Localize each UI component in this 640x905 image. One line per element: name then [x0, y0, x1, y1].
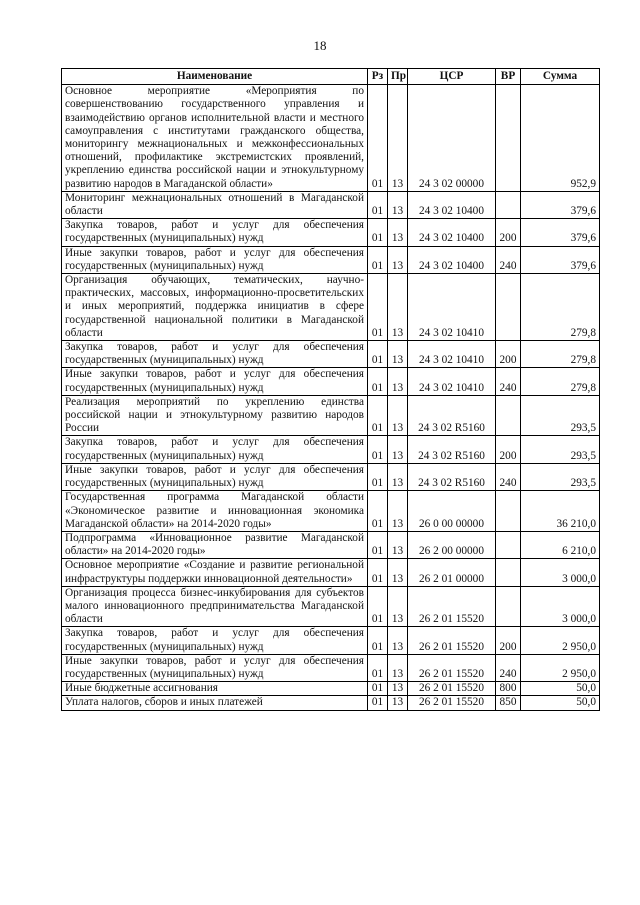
cell-name: Мониторинг межнациональных отношений в Магаданской области	[62, 191, 368, 218]
cell-name: Государственная программа Магаданской области «Экономическое развитие и инновационная экономика Магаданской области» на 2014-2020 годы»	[62, 491, 368, 532]
cell-pr: 13	[388, 274, 408, 341]
cell-rz: 01	[368, 274, 388, 341]
cell-csr: 26 2 01 15520	[408, 586, 496, 627]
table-row	[62, 696, 600, 710]
cell-name: Закупка товаров, работ и услуг для обеспечения государственных (муниципальных) нужд	[62, 627, 368, 654]
cell-pr: 13	[388, 463, 408, 490]
cell-vr: 240	[496, 246, 521, 273]
cell-vr	[496, 559, 521, 586]
cell-pr: 13	[388, 531, 408, 558]
cell-csr: 24 3 02 10410	[408, 368, 496, 395]
table-row	[62, 531, 600, 558]
table-row	[62, 682, 600, 696]
table-row	[62, 627, 600, 654]
cell-sum: 6 210,0	[521, 531, 600, 558]
cell-name: Основное мероприятие «Мероприятия по совершенствованию государственного управления и взаимодействию органов исполнительной власти и местного самоуправления с институтами гражданского общества, мониторингу межнациональных и межконфессиональных отношений, профилактике экстремистских проявлений, укреплению единства российской нации и этнокультурному развитию народов в Магаданской области»	[62, 85, 368, 192]
cell-pr: 13	[388, 586, 408, 627]
cell-csr: 24 3 02 10410	[408, 274, 496, 341]
cell-rz: 01	[368, 341, 388, 368]
page-number: 18	[313, 38, 327, 53]
cell-csr: 24 3 02 R5160	[408, 395, 496, 436]
cell-pr: 13	[388, 395, 408, 436]
cell-vr: 800	[496, 682, 521, 696]
cell-sum: 2 950,0	[521, 654, 600, 681]
cell-sum: 3 000,0	[521, 559, 600, 586]
table-row	[62, 85, 600, 192]
cell-sum: 293,5	[521, 436, 600, 463]
table-row	[62, 654, 600, 681]
table-row	[62, 395, 600, 436]
cell-name: Организация обучающих, тематических, научно-практических, массовых, информационно-просветительских и иных мероприятий, поддержка инициатив в сфере государственной национальной политики в Магаданской области	[62, 274, 368, 341]
cell-pr: 13	[388, 191, 408, 218]
cell-sum: 2 950,0	[521, 627, 600, 654]
cell-name: Иные закупки товаров, работ и услуг для обеспечения государственных (муниципальных) нужд	[62, 654, 368, 681]
table-row	[62, 274, 600, 341]
table-header-row	[62, 69, 600, 85]
cell-vr: 200	[496, 219, 521, 246]
cell-sum: 952,9	[521, 85, 600, 192]
table-row	[62, 491, 600, 532]
table-row	[62, 463, 600, 490]
cell-csr: 26 2 01 00000	[408, 559, 496, 586]
header-csr: ЦСР	[408, 69, 496, 85]
cell-vr	[496, 586, 521, 627]
cell-rz: 01	[368, 491, 388, 532]
cell-rz: 01	[368, 654, 388, 681]
cell-rz: 01	[368, 246, 388, 273]
cell-pr: 13	[388, 627, 408, 654]
header-pr: Пр	[388, 69, 408, 85]
cell-sum: 379,6	[521, 219, 600, 246]
cell-name: Иные бюджетные ассигнования	[62, 682, 368, 696]
table-row	[62, 586, 600, 627]
header-sum: Сумма	[521, 69, 600, 85]
cell-rz: 01	[368, 463, 388, 490]
cell-name: Иные закупки товаров, работ и услуг для обеспечения государственных (муниципальных) нужд	[62, 368, 368, 395]
cell-sum: 36 210,0	[521, 491, 600, 532]
cell-vr	[496, 491, 521, 532]
cell-csr: 24 3 02 10400	[408, 219, 496, 246]
cell-rz: 01	[368, 586, 388, 627]
cell-pr: 13	[388, 682, 408, 696]
cell-vr: 240	[496, 463, 521, 490]
cell-csr: 26 2 01 15520	[408, 696, 496, 710]
cell-vr: 240	[496, 654, 521, 681]
cell-pr: 13	[388, 85, 408, 192]
cell-csr: 26 0 00 00000	[408, 491, 496, 532]
cell-vr: 850	[496, 696, 521, 710]
table-row	[62, 191, 600, 218]
cell-rz: 01	[368, 559, 388, 586]
cell-rz: 01	[368, 627, 388, 654]
cell-vr	[496, 531, 521, 558]
table-body	[62, 85, 600, 710]
cell-vr: 200	[496, 341, 521, 368]
cell-vr: 200	[496, 436, 521, 463]
cell-pr: 13	[388, 436, 408, 463]
cell-csr: 26 2 01 15520	[408, 654, 496, 681]
cell-sum: 3 000,0	[521, 586, 600, 627]
cell-vr	[496, 395, 521, 436]
table-row	[62, 219, 600, 246]
cell-rz: 01	[368, 395, 388, 436]
cell-name: Уплата налогов, сборов и иных платежей	[62, 696, 368, 710]
cell-sum: 379,6	[521, 246, 600, 273]
cell-name: Иные закупки товаров, работ и услуг для обеспечения государственных (муниципальных) нужд	[62, 246, 368, 273]
cell-pr: 13	[388, 368, 408, 395]
cell-vr	[496, 274, 521, 341]
cell-rz: 01	[368, 696, 388, 710]
cell-vr: 200	[496, 627, 521, 654]
cell-pr: 13	[388, 219, 408, 246]
cell-csr: 24 3 02 R5160	[408, 463, 496, 490]
cell-rz: 01	[368, 682, 388, 696]
cell-csr: 24 3 02 00000	[408, 85, 496, 192]
cell-name: Основное мероприятие «Создание и развитие региональной инфраструктуры поддержки инновационной деятельности»	[62, 559, 368, 586]
cell-pr: 13	[388, 246, 408, 273]
table-row	[62, 368, 600, 395]
header-rz: Рз	[368, 69, 388, 85]
cell-pr: 13	[388, 654, 408, 681]
cell-name: Закупка товаров, работ и услуг для обеспечения государственных (муниципальных) нужд	[62, 219, 368, 246]
cell-name: Закупка товаров, работ и услуг для обеспечения государственных (муниципальных) нужд	[62, 436, 368, 463]
table-row	[62, 436, 600, 463]
cell-csr: 24 3 02 10410	[408, 341, 496, 368]
cell-sum: 279,8	[521, 368, 600, 395]
cell-name: Подпрограмма «Инновационное развитие Магаданской области» на 2014-2020 годы»	[62, 531, 368, 558]
cell-csr: 24 3 02 10400	[408, 191, 496, 218]
cell-pr: 13	[388, 559, 408, 586]
cell-csr: 24 3 02 10400	[408, 246, 496, 273]
table-row	[62, 341, 600, 368]
cell-pr: 13	[388, 696, 408, 710]
cell-vr: 240	[496, 368, 521, 395]
cell-name: Реализация мероприятий по укреплению единства российской нации и этнокультурному развитию народов России	[62, 395, 368, 436]
cell-sum: 50,0	[521, 696, 600, 710]
cell-sum: 279,8	[521, 341, 600, 368]
cell-name: Закупка товаров, работ и услуг для обеспечения государственных (муниципальных) нужд	[62, 341, 368, 368]
cell-pr: 13	[388, 341, 408, 368]
cell-csr: 26 2 00 00000	[408, 531, 496, 558]
cell-csr: 26 2 01 15520	[408, 682, 496, 696]
budget-table	[61, 68, 600, 711]
cell-rz: 01	[368, 85, 388, 192]
header-vr: ВР	[496, 69, 521, 85]
cell-name: Иные закупки товаров, работ и услуг для обеспечения государственных (муниципальных) нужд	[62, 463, 368, 490]
cell-vr	[496, 85, 521, 192]
table-row	[62, 559, 600, 586]
cell-pr: 13	[388, 491, 408, 532]
cell-csr: 24 3 02 R5160	[408, 436, 496, 463]
cell-sum: 293,5	[521, 463, 600, 490]
cell-rz: 01	[368, 191, 388, 218]
cell-name: Организация процесса бизнес-инкубирования для субъектов малого инновационного предпринимательства Магаданской области	[62, 586, 368, 627]
cell-sum: 379,6	[521, 191, 600, 218]
cell-rz: 01	[368, 531, 388, 558]
cell-vr	[496, 191, 521, 218]
cell-sum: 50,0	[521, 682, 600, 696]
table-row	[62, 246, 600, 273]
cell-csr: 26 2 01 15520	[408, 627, 496, 654]
cell-rz: 01	[368, 436, 388, 463]
cell-sum: 293,5	[521, 395, 600, 436]
cell-sum: 279,8	[521, 274, 600, 341]
cell-rz: 01	[368, 368, 388, 395]
header-name: Наименование	[62, 69, 368, 85]
cell-rz: 01	[368, 219, 388, 246]
